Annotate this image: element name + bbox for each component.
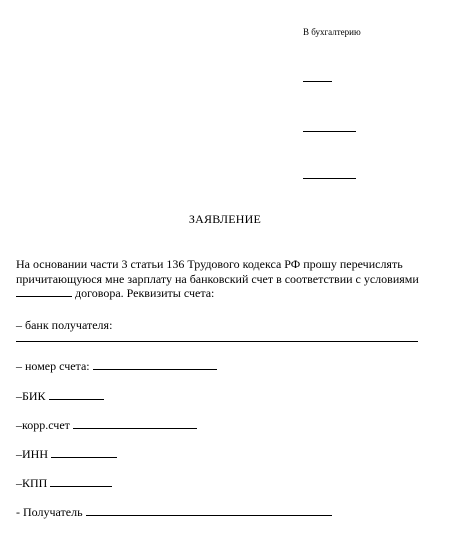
corr-account-blank[interactable] (73, 427, 197, 429)
kpp-blank[interactable] (50, 485, 112, 487)
paragraph-line-1: На основании части 3 статьи 136 Трудового кодекса РФ прошу перечислять (16, 257, 403, 271)
paragraph-line-3 (16, 286, 441, 301)
recipient-blank[interactable] (86, 514, 332, 516)
document-title: ЗАЯВЛЕНИЕ (188, 212, 262, 226)
recipient-label: - Получатель (16, 505, 83, 519)
account-label: – номер счета: (16, 359, 90, 373)
corr-account-label: –корр.счет (16, 418, 70, 432)
kpp-field (16, 476, 112, 491)
account-field (16, 359, 217, 374)
kpp-label: –КПП (16, 476, 48, 490)
bank-blank[interactable] (16, 341, 418, 342)
recipient-field (16, 505, 332, 520)
inn-field (16, 447, 117, 462)
paragraph-line-2: причитающуюся мне зарплату на банковский счет в соответствии с условиями (16, 271, 419, 286)
inn-label: –ИНН (16, 447, 48, 461)
contract-blank[interactable] (16, 295, 72, 297)
bank-label: – банк получателя: (16, 318, 113, 332)
addressee-blank-3 (303, 178, 356, 179)
bank-field (16, 318, 112, 333)
account-blank[interactable] (93, 368, 217, 370)
inn-blank[interactable] (51, 456, 117, 458)
bik-blank[interactable] (49, 398, 104, 400)
addressee-line: В бухгалтерию (303, 27, 361, 37)
bik-field (16, 389, 104, 404)
bik-label: –БИК (16, 389, 46, 403)
request-paragraph (16, 257, 441, 301)
addressee-blank-2 (303, 131, 356, 132)
paragraph-line-3-text: договора. Реквизиты счета: (75, 286, 215, 300)
addressee-blank-1 (303, 81, 332, 82)
corr-account-field (16, 418, 197, 433)
